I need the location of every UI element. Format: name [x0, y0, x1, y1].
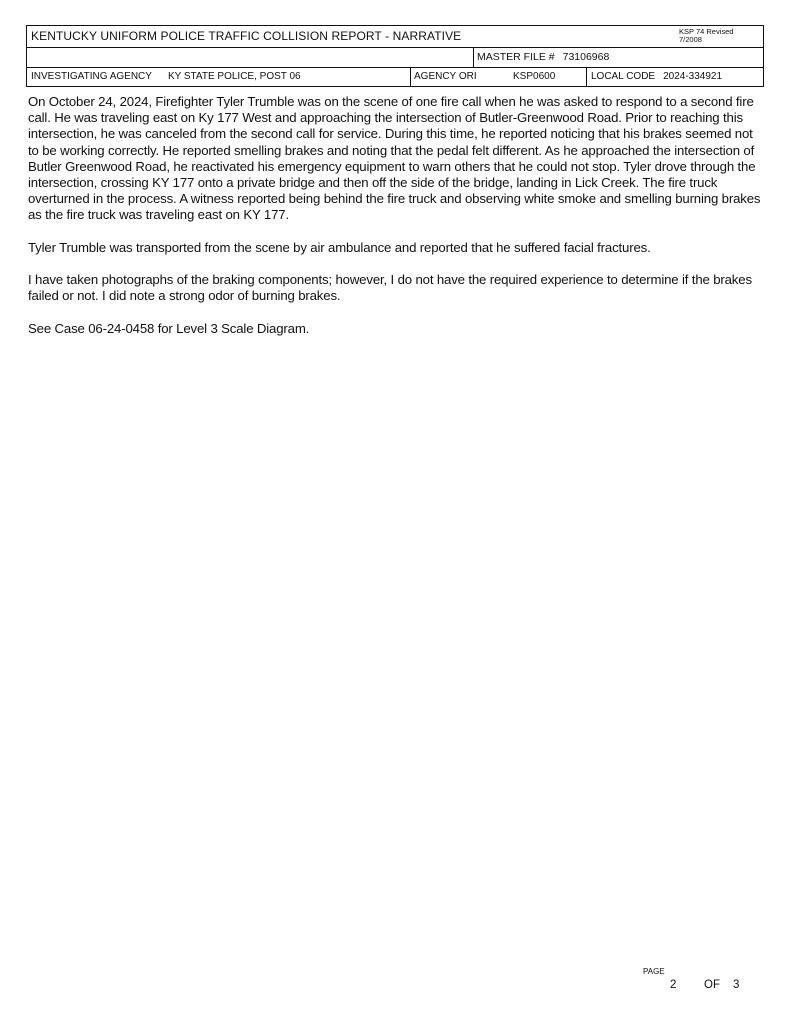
- page-label: PAGE: [643, 967, 665, 976]
- local-code-label: LOCAL CODE: [591, 71, 656, 82]
- narrative-paragraph: Tyler Trumble was transported from the scene by air ambulance and reported that he suffered facial fractures.: [28, 239, 651, 255]
- investigating-agency-label: INVESTIGATING AGENCY: [31, 71, 152, 82]
- form-revision: [679, 28, 759, 44]
- agency-ori-value: KSP0600: [513, 71, 556, 82]
- investigating-agency-cell: [31, 67, 301, 86]
- page-current: 2: [670, 979, 677, 991]
- agency-ori-label: AGENCY ORI: [414, 71, 477, 82]
- narrative-paragraph: See Case 06-24-0458 for Level 3 Scale Diagram.: [28, 320, 310, 336]
- report-header: [26, 25, 764, 87]
- master-file-value: 73106968: [562, 51, 610, 63]
- investigating-agency-value: KY STATE POLICE, POST 06: [167, 71, 301, 82]
- narrative-paragraph: On October 24, 2024, Firefighter Tyler Trumble was on the scene of one fire call when he was asked to respond to a second fire call. He was traveling east on Ky 177 West and approaching the intersection of Butler-Greenwood Road. Prior to reaching this intersection, he was canceled from the second call for service. During this time, he reported noticing that his brakes seemed not to be working correctly. He reported smelling brakes and noting that the pedal felt different. As he approached the intersection of Butler Greenwood Road, he reactivated his emergency equipment to warn others that he could not stop. Tyler drove through the intersection, crossing KY 177 onto a private bridge and then off the side of the bridge, landing in Lick Creek. The fire truck overturned in the process. A witness reported being behind the fire truck and observing white smoke and smelling burning brakes as the fire truck was traveling east on KY 177.: [28, 94, 761, 223]
- header-title-row: [27, 26, 763, 48]
- narrative-paragraph: I have taken photographs of the braking components; however, I do not have the required experience to determine if the brakes failed or not. I did note a strong odor of burning brakes.: [28, 272, 752, 304]
- master-file-cell: [473, 47, 609, 67]
- local-code-value: 2024-334921: [663, 71, 723, 82]
- page-of-label: OF: [704, 979, 720, 991]
- header-agency-row: [27, 67, 763, 86]
- form-revision-number: KSP 74 Revised: [679, 27, 734, 36]
- header-master-file-row: [27, 47, 763, 68]
- narrative-body: [28, 94, 764, 353]
- form-revision-date: 7/2008: [679, 35, 702, 44]
- report-title: KENTUCKY UNIFORM POLICE TRAFFIC COLLISION REPORT - NARRATIVE: [31, 29, 462, 43]
- master-file-label: MASTER FILE #: [477, 51, 555, 63]
- agency-ori-cell: [410, 67, 586, 86]
- local-code-cell: [586, 67, 722, 86]
- page-total: 3: [733, 979, 740, 991]
